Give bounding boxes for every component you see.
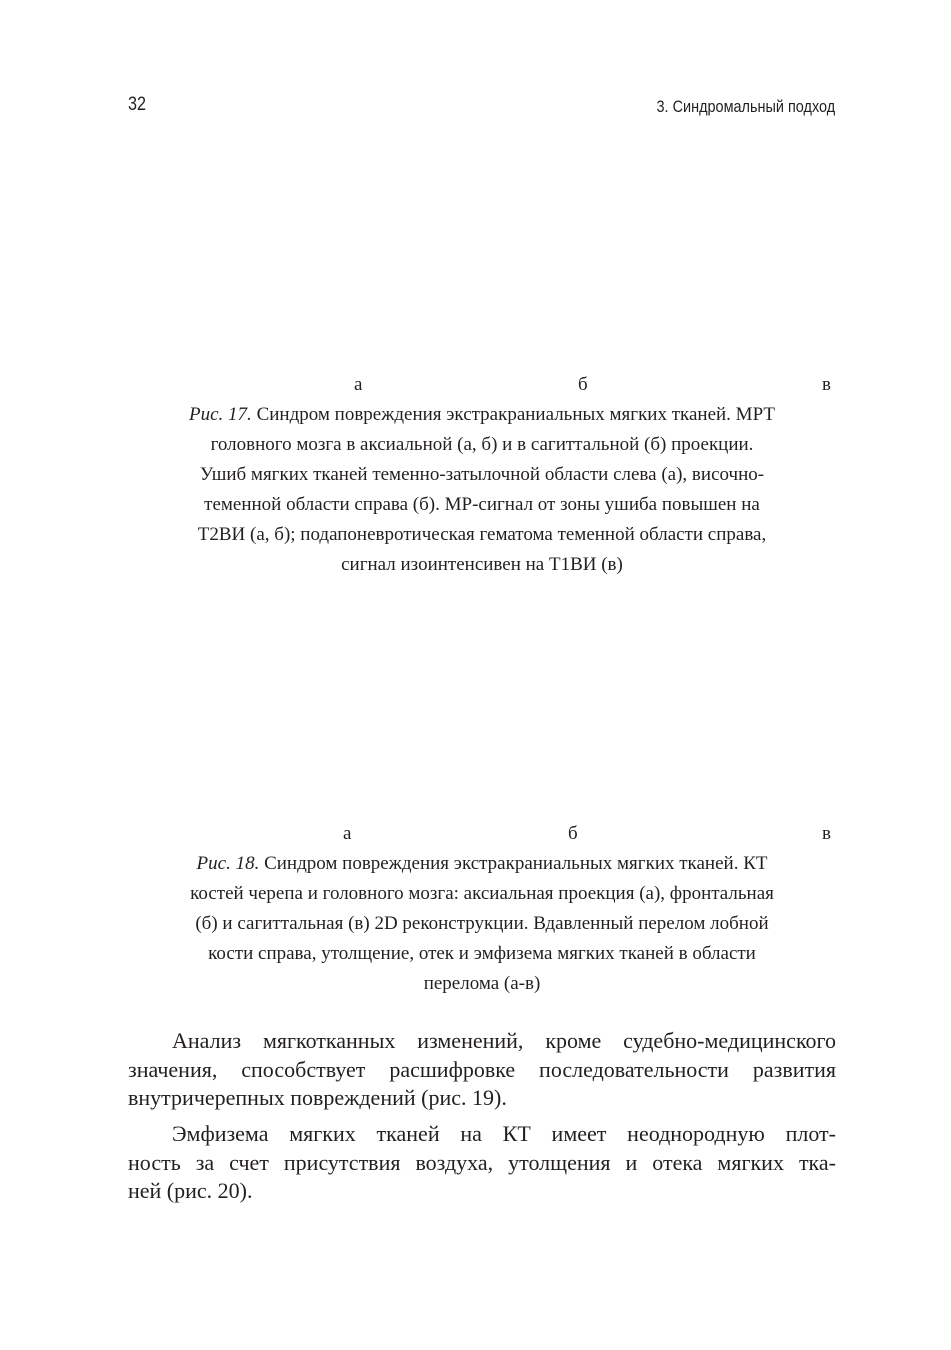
paragraph-line: значения, способствует расшифровке последовательности развития bbox=[128, 1056, 836, 1082]
page-number: 32 bbox=[128, 94, 146, 115]
paragraph-line: ней (рис. 20). bbox=[128, 1178, 253, 1203]
figure17-caption-lead: Рис. 17. bbox=[189, 404, 252, 425]
figure17-caption-line: Ушиб мягких тканей теменно-затылочной области слева (а), височно- bbox=[199, 464, 765, 485]
figure17-label-c: в bbox=[822, 374, 831, 395]
body-paragraph bbox=[128, 1120, 836, 1206]
chapter-title: 3. Синдромальный подход bbox=[656, 97, 835, 116]
figure17-label-b: б bbox=[578, 374, 588, 395]
figure17-caption-line: головного мозга в аксиальной (а, б) и в сагиттальной (б) проекции. bbox=[210, 434, 754, 455]
figure18-caption-line: (б) и сагиттальная (в) 2D реконструкции. Вдавленный перелом лобной bbox=[195, 913, 769, 934]
body-paragraph bbox=[128, 1027, 836, 1113]
figure18-caption-line: кости справа, утолщение, отек и эмфизема мягких тканей в области bbox=[208, 943, 756, 964]
figure17-caption-line: теменной области справа (б). МР-сигнал от зоны ушиба повышен на bbox=[204, 494, 760, 515]
figure18-caption-text: Синдром повреждения экстракраниальных мягких тканей. КТ bbox=[259, 853, 768, 874]
figure18-label-c: в bbox=[822, 823, 831, 844]
figure18-label-a: а bbox=[343, 823, 352, 844]
figure18-caption-line: костей черепа и головного мозга: аксиальная проекция (а), фронтальная bbox=[190, 883, 774, 904]
figure18-label-b: б bbox=[568, 823, 578, 844]
paragraph-line: внутричерепных повреждений (рис. 19). bbox=[128, 1085, 507, 1110]
paragraph-line: Эмфизема мягких тканей на КТ имеет неоднородную плот- bbox=[172, 1121, 836, 1146]
figure17-caption-line bbox=[128, 400, 836, 430]
figure17-caption-line: Т2ВИ (а, б); подапоневротическая гематома теменной области справа, bbox=[197, 524, 767, 545]
figure17-caption bbox=[128, 400, 836, 580]
figure17-caption-text: Синдром повреждения экстракраниальных мягких тканей. МРТ bbox=[251, 404, 775, 425]
figure17-label-a: а bbox=[354, 374, 363, 395]
paragraph-line: ность за счет присутствия воздуха, утолщения и отека мягких тка- bbox=[128, 1149, 836, 1175]
figure18-caption-line: перелома (а-в) bbox=[423, 973, 541, 994]
figure18-caption-line bbox=[128, 849, 836, 879]
figure18-caption-lead: Рис. 18. bbox=[196, 853, 260, 874]
paragraph-line: Анализ мягкотканных изменений, кроме судебно-медицинского bbox=[172, 1028, 836, 1053]
figure17-caption-line: сигнал изоинтенсивен на Т1ВИ (в) bbox=[341, 554, 623, 575]
figure18-caption bbox=[128, 849, 836, 999]
